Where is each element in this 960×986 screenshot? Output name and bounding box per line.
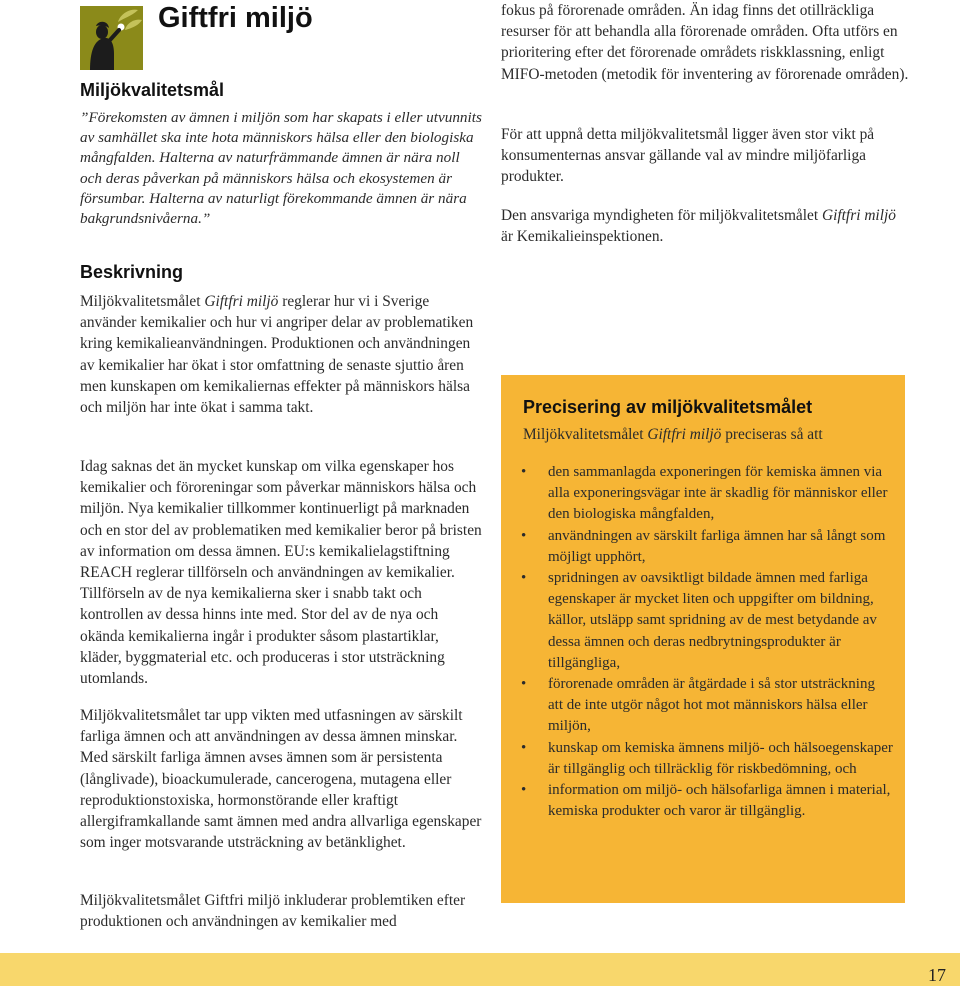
page-number: 17: [928, 965, 946, 985]
description-paragraph: Idag saknas det än mycket kunskap om vilka egenskaper hos kemikalier och föroreningar som påverkar människors hälsa och miljön. Nya kemikalier tillkommer kontinuerligt på marknaden och en stor del av problematiken med kemikalier beror på bristen av information om dessa ämnen. EU:s kemikalielagstiftning REACH reglerar tillförseln och användningen av kemikalier. Tillförseln av de nya kemikalierna sker i snabb takt och kontrollen av dessa hinns inte med. Stor del av de nya och okända kemikalierna ingår i produkter såsom plastartiklar, kläder, byggmaterial etc. och produceras i stor utsträckning utomlands.: [80, 458, 482, 688]
responsible-authority-paragraph: Den ansvariga myndigheten för miljökvalitetsmålet Giftfri miljö är Kemikalieinspektionen.: [501, 207, 896, 246]
footer-band: [0, 953, 960, 986]
specification-title: Precisering av miljökvalitetsmålet: [523, 397, 813, 417]
person-picking-apple-icon: [80, 6, 143, 70]
description-paragraph: Miljökvalitetsmålet Giftfri miljö reglerar hur vi i Sverige använder kemikalier och hur vi angriper delar av problematiken kring kemikalieanvändningen. Produktionen och användningen av kemikalier har ökat i stor omfattning de senaste sjuttio åren men kunskapen om kemikaliernas effekter på människors hälsa och miljön har inte ökat i samma takt.: [80, 293, 474, 417]
list-item: • information om miljö- och hälsofarliga ämnen i material, kemiska produkter och varor är tillgänglig.: [501, 780, 905, 822]
goal-quote: ”Förekomsten av ämnen i miljön som har skapats i eller utvunnits av samhället ska inte hota människors hälsa eller den biologiska mångfalden. Halterna av naturfrämmande ämnen är nära noll och deras påverkan på människors hälsa och ekosystemen är försumbar. Halterna av naturligt förekommande ämnen är nära bakgrundsnivåerna.”: [80, 109, 482, 228]
description-paragraph: Miljökvalitetsmålet Giftfri miljö inkluderar problemtiken efter produktionen och användningen av kemikalier med: [80, 892, 466, 931]
list-item: • användningen av särskilt farliga ämnen har så långt som möjligt upphört,: [501, 526, 905, 568]
specification-list: [501, 462, 905, 822]
contaminated-areas-paragraph: fokus på förorenade områden. Än idag finns det otillräckliga resurser för att behandla alla förorenade områden. Ofta utförs en prioritering efter det förorenade områdets riskklassning, enligt MIFO-metoden (metodik för inventering av förorenade områden).: [501, 2, 909, 83]
specification-intro: Miljökvalitetsmålet Giftfri miljö preciseras så att: [523, 426, 823, 443]
description-paragraph: Miljökvalitetsmålet tar upp vikten med utfasningen av särskilt farliga ämnen och att användningen av dessa ämnen minskar. Med särskilt farliga ämnen avses ämnen som är persistenta (långlivade), bioackumulerade, cancerogena, mutagena eller reproduktionstoxiska, hormonstörande eller kraftigt allergiframkallande samt ämnen med andra allvarliga egenskaper som inger motsvarande utsträckning av betänklighet.: [80, 707, 482, 852]
list-item: • kunskap om kemiska ämnens miljö- och hälsoegenskaper är tillgänglig och tillräcklig för riskbedömning, och: [501, 738, 905, 780]
list-item: • den sammanlagda exponeringen för kemiska ämnen via alla exponeringsvägar inte är skadlig för människor eller den biologiska mångfalden,: [501, 462, 905, 526]
list-item: • förorenade områden är åtgärdade i så stor utsträckning att de inte utgör något hot mot människors hälsa eller miljön,: [501, 674, 905, 738]
section-heading-goal: Miljökvalitetsmål: [80, 80, 225, 100]
specification-box: [501, 375, 905, 903]
consumer-responsibility-paragraph: För att uppnå detta miljökvalitetsmål ligger även stor vikt på konsumenternas ansvar gällande val av mindre miljöfarliga produkter.: [501, 126, 875, 186]
section-heading-description: Beskrivning: [80, 262, 184, 282]
page-title: Giftfri miljö: [158, 2, 313, 34]
list-item: • spridningen av oavsiktligt bildade ämnen med farliga egenskaper är mycket liten och uppgifter om bildning, källor, utsläpp samt spridning av de mest betydande av dessa ämnen och deras nedbrytningsprodukter är tillgängliga,: [501, 568, 905, 674]
